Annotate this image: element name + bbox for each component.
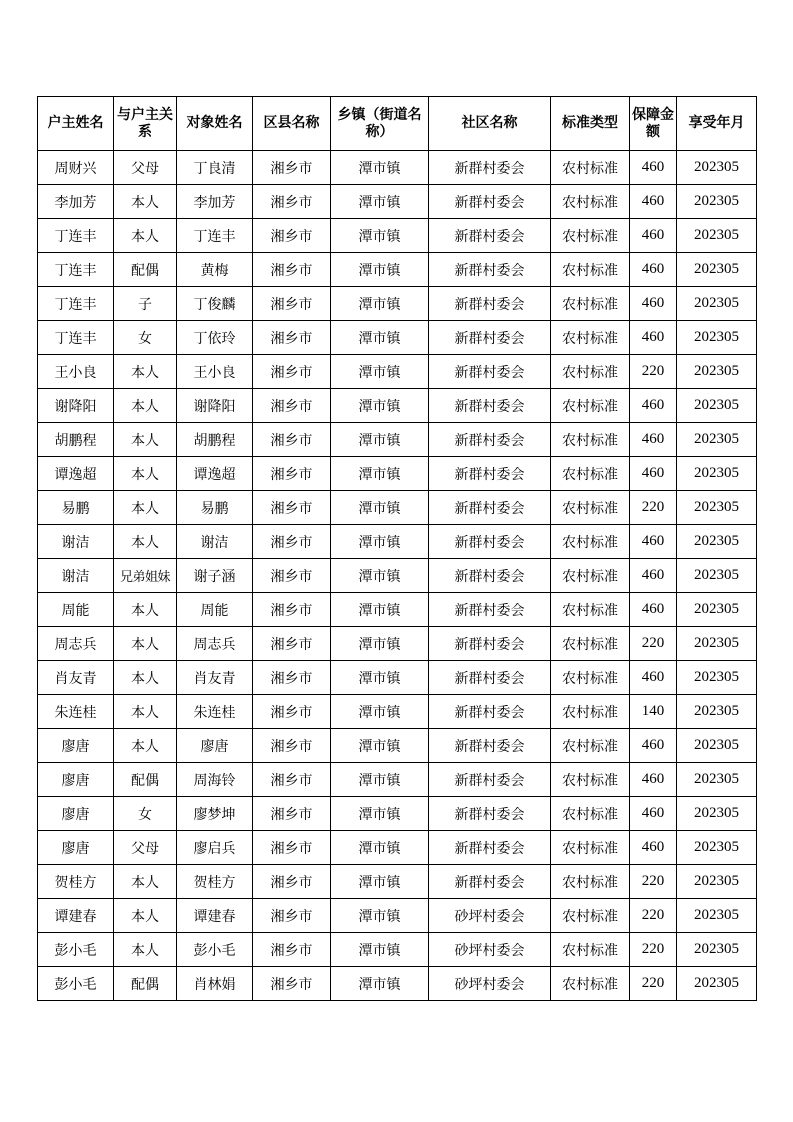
- cell-householder-name: 谭逸超: [38, 457, 114, 491]
- cell-community: 新群村委会: [429, 219, 551, 253]
- cell-township: 潭市镇: [331, 933, 429, 967]
- cell-relation: 配偶: [114, 253, 177, 287]
- cell-standard-type: 农村标准: [551, 967, 630, 1001]
- cell-community: 新群村委会: [429, 831, 551, 865]
- table-row: [38, 729, 757, 763]
- cell-month: 202305: [677, 967, 757, 1001]
- cell-amount: 460: [630, 797, 677, 831]
- cell-relation: 兄弟姐妹: [114, 559, 177, 593]
- cell-county: 湘乡市: [253, 763, 331, 797]
- cell-county: 湘乡市: [253, 219, 331, 253]
- cell-township: 潭市镇: [331, 253, 429, 287]
- cell-month: 202305: [677, 525, 757, 559]
- cell-month: 202305: [677, 287, 757, 321]
- cell-relation: 本人: [114, 423, 177, 457]
- cell-month: 202305: [677, 831, 757, 865]
- cell-relation: 本人: [114, 933, 177, 967]
- table-row: [38, 593, 757, 627]
- cell-amount: 220: [630, 899, 677, 933]
- cell-standard-type: 农村标准: [551, 389, 630, 423]
- cell-standard-type: 农村标准: [551, 627, 630, 661]
- cell-month: 202305: [677, 865, 757, 899]
- cell-relation: 本人: [114, 661, 177, 695]
- header-community: 社区名称: [429, 97, 551, 151]
- cell-community: 新群村委会: [429, 729, 551, 763]
- cell-county: 湘乡市: [253, 151, 331, 185]
- cell-township: 潭市镇: [331, 389, 429, 423]
- header-amount: 保障金额: [630, 97, 677, 151]
- cell-township: 潭市镇: [331, 423, 429, 457]
- cell-householder-name: 彭小毛: [38, 933, 114, 967]
- cell-recipient-name: 谭建春: [177, 899, 253, 933]
- cell-county: 湘乡市: [253, 695, 331, 729]
- cell-township: 潭市镇: [331, 457, 429, 491]
- cell-community: 新群村委会: [429, 287, 551, 321]
- table-row: [38, 525, 757, 559]
- cell-county: 湘乡市: [253, 899, 331, 933]
- cell-amount: 460: [630, 661, 677, 695]
- cell-relation: 子: [114, 287, 177, 321]
- cell-amount: 460: [630, 457, 677, 491]
- cell-month: 202305: [677, 593, 757, 627]
- cell-recipient-name: 谢子涵: [177, 559, 253, 593]
- cell-county: 湘乡市: [253, 253, 331, 287]
- cell-householder-name: 廖唐: [38, 831, 114, 865]
- cell-county: 湘乡市: [253, 831, 331, 865]
- cell-township: 潭市镇: [331, 967, 429, 1001]
- cell-householder-name: 肖友青: [38, 661, 114, 695]
- header-county: 区县名称: [253, 97, 331, 151]
- cell-relation: 本人: [114, 899, 177, 933]
- cell-householder-name: 周志兵: [38, 627, 114, 661]
- cell-relation: 本人: [114, 729, 177, 763]
- cell-community: 新群村委会: [429, 865, 551, 899]
- cell-relation: 本人: [114, 525, 177, 559]
- cell-county: 湘乡市: [253, 355, 331, 389]
- cell-relation: 女: [114, 797, 177, 831]
- header-recipient-name: 对象姓名: [177, 97, 253, 151]
- cell-recipient-name: 丁良清: [177, 151, 253, 185]
- cell-month: 202305: [677, 457, 757, 491]
- cell-community: 新群村委会: [429, 355, 551, 389]
- cell-amount: 460: [630, 559, 677, 593]
- cell-amount: 460: [630, 763, 677, 797]
- cell-relation: 父母: [114, 831, 177, 865]
- cell-householder-name: 朱连桂: [38, 695, 114, 729]
- cell-standard-type: 农村标准: [551, 525, 630, 559]
- cell-community: 新群村委会: [429, 661, 551, 695]
- cell-relation: 本人: [114, 219, 177, 253]
- cell-recipient-name: 周海铃: [177, 763, 253, 797]
- cell-householder-name: 彭小毛: [38, 967, 114, 1001]
- cell-recipient-name: 周志兵: [177, 627, 253, 661]
- cell-amount: 220: [630, 491, 677, 525]
- cell-township: 潭市镇: [331, 151, 429, 185]
- cell-month: 202305: [677, 729, 757, 763]
- cell-amount: 460: [630, 321, 677, 355]
- cell-standard-type: 农村标准: [551, 185, 630, 219]
- cell-householder-name: 周能: [38, 593, 114, 627]
- table-row: [38, 185, 757, 219]
- cell-month: 202305: [677, 763, 757, 797]
- table-row: [38, 457, 757, 491]
- cell-standard-type: 农村标准: [551, 457, 630, 491]
- cell-recipient-name: 廖唐: [177, 729, 253, 763]
- cell-community: 新群村委会: [429, 695, 551, 729]
- table-row: [38, 627, 757, 661]
- cell-county: 湘乡市: [253, 865, 331, 899]
- cell-amount: 460: [630, 287, 677, 321]
- cell-householder-name: 李加芳: [38, 185, 114, 219]
- cell-recipient-name: 黄梅: [177, 253, 253, 287]
- cell-standard-type: 农村标准: [551, 559, 630, 593]
- table-row: [38, 389, 757, 423]
- cell-township: 潭市镇: [331, 491, 429, 525]
- cell-recipient-name: 贺桂方: [177, 865, 253, 899]
- cell-township: 潭市镇: [331, 797, 429, 831]
- cell-township: 潭市镇: [331, 865, 429, 899]
- cell-township: 潭市镇: [331, 661, 429, 695]
- cell-county: 湘乡市: [253, 593, 331, 627]
- cell-month: 202305: [677, 389, 757, 423]
- cell-recipient-name: 丁依玲: [177, 321, 253, 355]
- table-body: [38, 151, 757, 1001]
- cell-township: 潭市镇: [331, 831, 429, 865]
- cell-township: 潭市镇: [331, 185, 429, 219]
- cell-recipient-name: 谢降阳: [177, 389, 253, 423]
- table-row: [38, 967, 757, 1001]
- cell-community: 新群村委会: [429, 253, 551, 287]
- cell-month: 202305: [677, 695, 757, 729]
- table-row: [38, 763, 757, 797]
- header-standard-type: 标准类型: [551, 97, 630, 151]
- cell-county: 湘乡市: [253, 287, 331, 321]
- cell-community: 新群村委会: [429, 423, 551, 457]
- cell-county: 湘乡市: [253, 627, 331, 661]
- cell-month: 202305: [677, 219, 757, 253]
- header-relation: 与户主关系: [114, 97, 177, 151]
- table-row: [38, 321, 757, 355]
- cell-recipient-name: 廖启兵: [177, 831, 253, 865]
- cell-relation: 本人: [114, 355, 177, 389]
- cell-amount: 220: [630, 933, 677, 967]
- cell-township: 潭市镇: [331, 729, 429, 763]
- cell-relation: 本人: [114, 389, 177, 423]
- cell-recipient-name: 李加芳: [177, 185, 253, 219]
- cell-township: 潭市镇: [331, 355, 429, 389]
- cell-recipient-name: 丁连丰: [177, 219, 253, 253]
- cell-month: 202305: [677, 661, 757, 695]
- cell-township: 潭市镇: [331, 321, 429, 355]
- cell-standard-type: 农村标准: [551, 661, 630, 695]
- cell-community: 新群村委会: [429, 797, 551, 831]
- cell-recipient-name: 廖梦坤: [177, 797, 253, 831]
- header-householder-name: 户主姓名: [38, 97, 114, 151]
- cell-recipient-name: 丁俊麟: [177, 287, 253, 321]
- cell-county: 湘乡市: [253, 457, 331, 491]
- table-row: [38, 831, 757, 865]
- cell-householder-name: 丁连丰: [38, 253, 114, 287]
- cell-amount: 460: [630, 253, 677, 287]
- cell-community: 新群村委会: [429, 389, 551, 423]
- table-row: [38, 865, 757, 899]
- cell-community: 新群村委会: [429, 457, 551, 491]
- cell-community: 新群村委会: [429, 151, 551, 185]
- cell-township: 潭市镇: [331, 899, 429, 933]
- cell-householder-name: 贺桂方: [38, 865, 114, 899]
- cell-standard-type: 农村标准: [551, 797, 630, 831]
- cell-month: 202305: [677, 253, 757, 287]
- cell-householder-name: 丁连丰: [38, 321, 114, 355]
- cell-recipient-name: 易鹏: [177, 491, 253, 525]
- cell-householder-name: 丁连丰: [38, 219, 114, 253]
- cell-county: 湘乡市: [253, 933, 331, 967]
- cell-relation: 本人: [114, 627, 177, 661]
- cell-amount: 220: [630, 355, 677, 389]
- cell-county: 湘乡市: [253, 321, 331, 355]
- cell-county: 湘乡市: [253, 185, 331, 219]
- cell-standard-type: 农村标准: [551, 763, 630, 797]
- cell-recipient-name: 谢洁: [177, 525, 253, 559]
- cell-amount: 460: [630, 219, 677, 253]
- cell-standard-type: 农村标准: [551, 355, 630, 389]
- cell-amount: 460: [630, 423, 677, 457]
- cell-township: 潭市镇: [331, 559, 429, 593]
- cell-recipient-name: 周能: [177, 593, 253, 627]
- cell-standard-type: 农村标准: [551, 219, 630, 253]
- cell-amount: 220: [630, 865, 677, 899]
- cell-amount: 460: [630, 729, 677, 763]
- cell-amount: 460: [630, 525, 677, 559]
- cell-month: 202305: [677, 423, 757, 457]
- cell-community: 砂坪村委会: [429, 933, 551, 967]
- cell-recipient-name: 肖友青: [177, 661, 253, 695]
- cell-relation: 本人: [114, 185, 177, 219]
- cell-township: 潭市镇: [331, 593, 429, 627]
- header-month: 享受年月: [677, 97, 757, 151]
- cell-amount: 460: [630, 593, 677, 627]
- cell-standard-type: 农村标准: [551, 593, 630, 627]
- cell-recipient-name: 胡鹏程: [177, 423, 253, 457]
- cell-township: 潭市镇: [331, 627, 429, 661]
- table-row: [38, 899, 757, 933]
- cell-community: 新群村委会: [429, 525, 551, 559]
- cell-standard-type: 农村标准: [551, 695, 630, 729]
- cell-community: 新群村委会: [429, 593, 551, 627]
- assistance-table: [37, 96, 757, 1001]
- cell-county: 湘乡市: [253, 797, 331, 831]
- cell-community: 新群村委会: [429, 321, 551, 355]
- cell-month: 202305: [677, 491, 757, 525]
- cell-relation: 本人: [114, 457, 177, 491]
- table-row: [38, 695, 757, 729]
- cell-county: 湘乡市: [253, 525, 331, 559]
- cell-month: 202305: [677, 321, 757, 355]
- cell-standard-type: 农村标准: [551, 491, 630, 525]
- cell-recipient-name: 谭逸超: [177, 457, 253, 491]
- cell-county: 湘乡市: [253, 661, 331, 695]
- cell-householder-name: 谢降阳: [38, 389, 114, 423]
- cell-householder-name: 胡鹏程: [38, 423, 114, 457]
- cell-standard-type: 农村标准: [551, 831, 630, 865]
- table-row: [38, 491, 757, 525]
- header-township: 乡镇（街道名称）: [331, 97, 429, 151]
- table-header: [38, 97, 757, 151]
- cell-householder-name: 谢洁: [38, 525, 114, 559]
- cell-community: 新群村委会: [429, 763, 551, 797]
- cell-standard-type: 农村标准: [551, 423, 630, 457]
- cell-community: 新群村委会: [429, 185, 551, 219]
- table-row: [38, 559, 757, 593]
- cell-month: 202305: [677, 185, 757, 219]
- cell-standard-type: 农村标准: [551, 729, 630, 763]
- cell-householder-name: 周财兴: [38, 151, 114, 185]
- cell-householder-name: 廖唐: [38, 763, 114, 797]
- cell-county: 湘乡市: [253, 729, 331, 763]
- cell-amount: 460: [630, 831, 677, 865]
- table-row: [38, 151, 757, 185]
- cell-relation: 父母: [114, 151, 177, 185]
- cell-township: 潭市镇: [331, 287, 429, 321]
- cell-month: 202305: [677, 797, 757, 831]
- cell-community: 砂坪村委会: [429, 967, 551, 1001]
- cell-relation: 本人: [114, 695, 177, 729]
- cell-township: 潭市镇: [331, 695, 429, 729]
- cell-standard-type: 农村标准: [551, 899, 630, 933]
- cell-amount: 460: [630, 185, 677, 219]
- cell-community: 新群村委会: [429, 627, 551, 661]
- cell-relation: 配偶: [114, 763, 177, 797]
- cell-householder-name: 廖唐: [38, 797, 114, 831]
- cell-community: 新群村委会: [429, 559, 551, 593]
- cell-relation: 女: [114, 321, 177, 355]
- cell-community: 砂坪村委会: [429, 899, 551, 933]
- cell-county: 湘乡市: [253, 389, 331, 423]
- cell-householder-name: 廖唐: [38, 729, 114, 763]
- cell-amount: 140: [630, 695, 677, 729]
- table-row: [38, 219, 757, 253]
- cell-amount: 220: [630, 967, 677, 1001]
- table-row: [38, 355, 757, 389]
- table-row: [38, 423, 757, 457]
- cell-householder-name: 易鹏: [38, 491, 114, 525]
- cell-month: 202305: [677, 899, 757, 933]
- cell-standard-type: 农村标准: [551, 933, 630, 967]
- cell-standard-type: 农村标准: [551, 253, 630, 287]
- cell-county: 湘乡市: [253, 967, 331, 1001]
- cell-relation: 本人: [114, 865, 177, 899]
- cell-householder-name: 谢洁: [38, 559, 114, 593]
- cell-relation: 本人: [114, 593, 177, 627]
- cell-standard-type: 农村标准: [551, 321, 630, 355]
- cell-relation: 配偶: [114, 967, 177, 1001]
- table-row: [38, 253, 757, 287]
- table-row: [38, 933, 757, 967]
- cell-township: 潭市镇: [331, 763, 429, 797]
- cell-month: 202305: [677, 627, 757, 661]
- cell-community: 新群村委会: [429, 491, 551, 525]
- cell-householder-name: 王小良: [38, 355, 114, 389]
- cell-relation: 本人: [114, 491, 177, 525]
- cell-township: 潭市镇: [331, 525, 429, 559]
- cell-recipient-name: 肖林娟: [177, 967, 253, 1001]
- cell-month: 202305: [677, 151, 757, 185]
- table-row: [38, 287, 757, 321]
- cell-recipient-name: 朱连桂: [177, 695, 253, 729]
- cell-standard-type: 农村标准: [551, 151, 630, 185]
- cell-standard-type: 农村标准: [551, 865, 630, 899]
- cell-township: 潭市镇: [331, 219, 429, 253]
- cell-county: 湘乡市: [253, 491, 331, 525]
- cell-amount: 460: [630, 389, 677, 423]
- cell-amount: 460: [630, 151, 677, 185]
- cell-amount: 220: [630, 627, 677, 661]
- cell-recipient-name: 王小良: [177, 355, 253, 389]
- cell-month: 202305: [677, 933, 757, 967]
- cell-county: 湘乡市: [253, 559, 331, 593]
- table-row: [38, 661, 757, 695]
- table-row: [38, 797, 757, 831]
- cell-month: 202305: [677, 559, 757, 593]
- header-row: [38, 97, 757, 151]
- cell-householder-name: 丁连丰: [38, 287, 114, 321]
- cell-recipient-name: 彭小毛: [177, 933, 253, 967]
- cell-month: 202305: [677, 355, 757, 389]
- cell-householder-name: 谭建春: [38, 899, 114, 933]
- cell-county: 湘乡市: [253, 423, 331, 457]
- cell-standard-type: 农村标准: [551, 287, 630, 321]
